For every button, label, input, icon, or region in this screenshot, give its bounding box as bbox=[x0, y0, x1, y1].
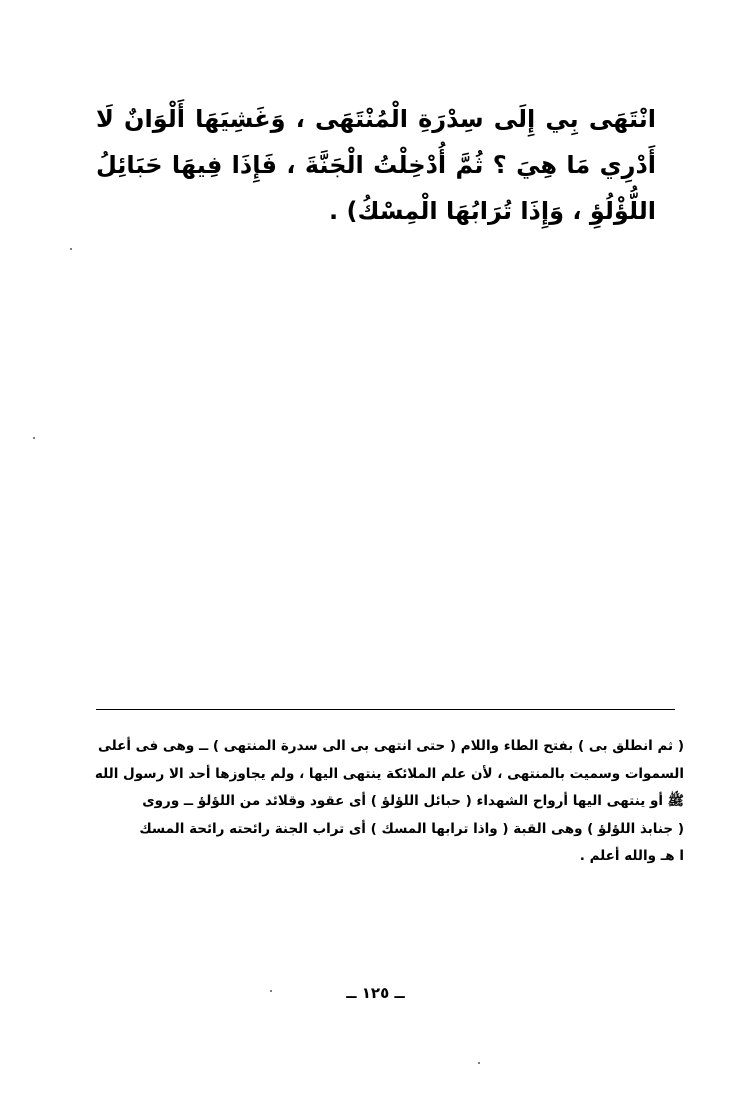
footnote-line: ( جنابذ اللؤلؤ ) وهى القبة ( واذا ترابها المسك ) أى تراب الجنة رائحته رائحة المسك bbox=[139, 820, 684, 837]
footnote-line: ا هـ والله أعلم . bbox=[579, 848, 684, 864]
footnote-line: ( ثم انطلق بى ) بفتح الطاء واللام ( حتى انتهى بى الى سدرة المنتهى ) ــ وهى فى أعلى bbox=[97, 738, 684, 754]
scan-speck bbox=[478, 1062, 480, 1064]
footnote-line: ﷺ أو ينتهى اليها أرواح الشهداء ( حبائل اللؤلؤ ) أى عقود وقلائد من اللؤلؤ ــ وروى bbox=[142, 793, 684, 809]
footnote-divider bbox=[96, 709, 675, 710]
scan-speck bbox=[270, 990, 272, 992]
page-number: ــ ١٢٥ ــ bbox=[346, 984, 405, 1002]
footnote-line: السموات وسميت بالمنتهى ، لأن علم الملائكة ينتهى اليها ، ولم يجاوزها أحد الا رسول الله bbox=[94, 765, 684, 782]
scan-speck bbox=[33, 437, 35, 439]
scan-speck bbox=[70, 248, 72, 250]
footnote-block bbox=[92, 733, 684, 871]
main-hadith-text: انْتَهَى بِي إِلَى سِدْرَةِ الْمُنْتَهَى ، وَغَشِيَهَا أَلْوَانٌ لَا أَدْرِي مَا هِيَ ؟ ثُمَّ أُدْخِلْتُ الْجَنَّةَ ، فَإِذَا فِيهَا حَبَائِلُ اللُّؤْلُؤِ ، وَإِذَا تُرَابُهَا الْمِسْكُ) . bbox=[96, 105, 656, 225]
